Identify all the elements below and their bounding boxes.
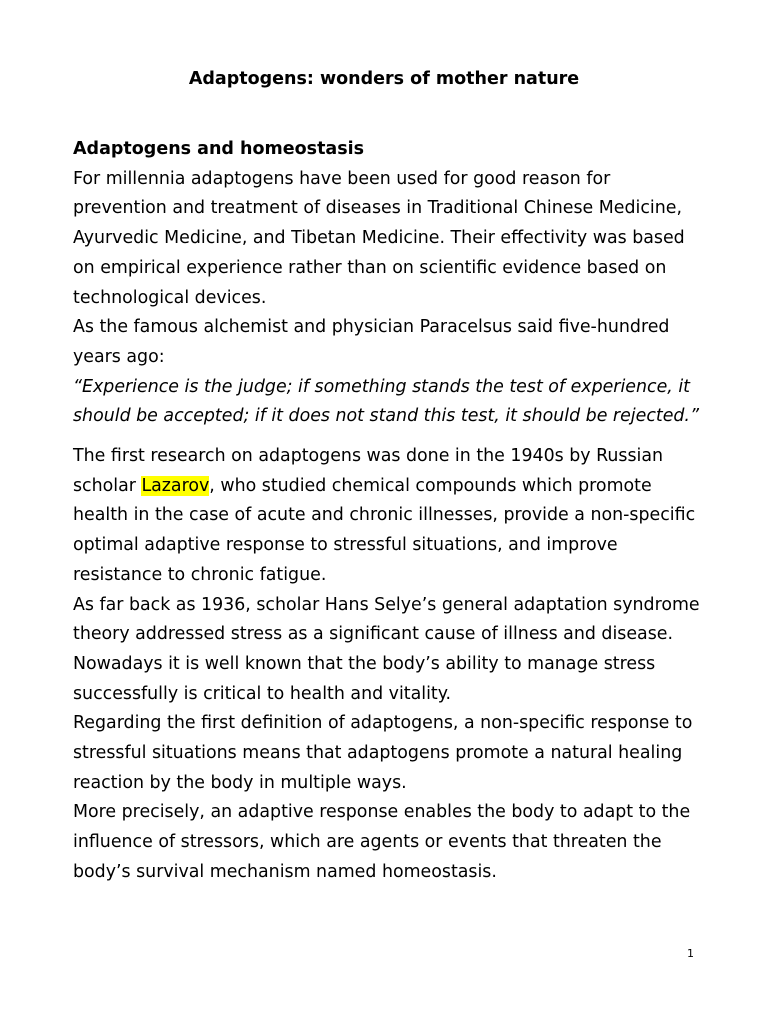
highlighted-name-lazarov: Lazarov: [141, 475, 210, 496]
paragraph-definition: Regarding the first definition of adaptogens, a non-specific response to stressful situations means that adaptogens promote a natural healing reaction by the body in multiple ways.: [73, 713, 693, 793]
document-body: [73, 135, 703, 888]
paragraph-selye: As far back as 1936, scholar Hans Selye’s general adaptation syndrome theory addressed stress as a significant cause of illness and disease.: [73, 594, 700, 645]
paragraph-paracelsus: As the famous alchemist and physician Paracelsus said five-hundred years ago:: [73, 317, 670, 367]
paragraph-first-research: [73, 442, 703, 591]
section-heading: Adaptogens and homeostasis: [73, 139, 365, 159]
page-number: 1: [687, 947, 694, 960]
paragraph-adaptive-response: More precisely, an adaptive response enables the body to adapt to the influence of stressors, which are agents or events that threaten the body’s survival mechanism named homeostasis.: [73, 802, 691, 882]
paragraph-first-research-start: The first research on adaptogens was done in the 1940s by Russian scholar: [73, 446, 664, 496]
paragraph-first-research-end: , who studied chemical compounds which promote health in the case of acute and chronic illnesses, provide a non-specific optimal adaptive response to stressful situations, and improve resistance to chronic fatigue.: [73, 475, 696, 585]
document-title: Adaptogens: wonders of mother nature: [188, 69, 580, 89]
paragraph-stress-management: Nowadays it is well known that the body’s ability to manage stress successfully is critical to health and vitality.: [73, 653, 656, 704]
paragraph-millennia: For millennia adaptogens have been used for good reason for prevention and treatment of diseases in Traditional Chinese Medicine, Ayurvedic Medicine, and Tibetan Medicine. Their effectivity was based on empirical experience rather than on scientific evidence based on technological devices.: [73, 168, 685, 308]
paracelsus-quote: “Experience is the judge; if something stands the test of experience, it should be accepted; if it does not stand this test, it should be rejected.”: [73, 376, 699, 427]
